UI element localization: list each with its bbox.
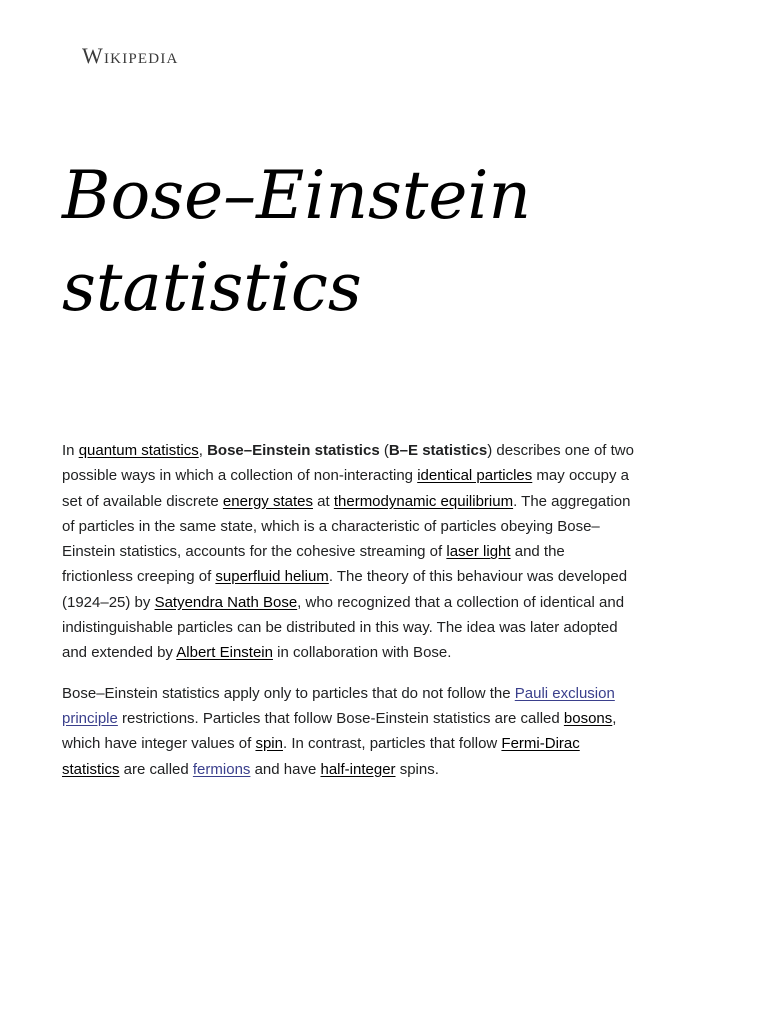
title-line-2: statistics — [62, 249, 362, 326]
intro-paragraph — [62, 438, 634, 666]
link-identical-particles[interactable]: identical particles — [417, 467, 533, 485]
text-run: , — [198, 442, 208, 459]
link-fermi-dirac-statistics[interactable]: Fermi-Dirac statistics — [62, 735, 580, 778]
link-superfluid-helium[interactable]: superfluid helium — [215, 568, 329, 586]
text-run: restrictions. Particles that follow Bose-Einstein statistics are called — [117, 709, 564, 727]
text-run: . The theory of this behaviour was developed (1924–25) by — [62, 568, 628, 611]
page-title — [62, 150, 702, 334]
text-run: , which have integer values of — [62, 709, 617, 753]
text-run: in collaboration with Bose. — [272, 644, 452, 662]
link-bosons[interactable]: bosons — [563, 709, 613, 727]
link-pauli-exclusion-principle[interactable]: Pauli exclusion principle — [62, 684, 615, 727]
text-run: ( — [379, 442, 389, 459]
link-thermodynamic-equilibrium[interactable]: thermodynamic equilibrium — [333, 492, 514, 510]
text-run: at — [312, 492, 334, 510]
text-run: and the frictionless creeping of — [62, 543, 565, 586]
link-half-integer[interactable]: half-integer — [320, 760, 396, 778]
link-albert-einstein[interactable]: Albert Einstein — [176, 644, 273, 662]
text-run: are called — [119, 760, 193, 778]
title-line-1: Bose–Einstein — [62, 157, 532, 234]
text-run: Bose–Einstein statistics apply only to particles that do not follow the — [62, 684, 515, 702]
link-energy-states[interactable]: energy states — [222, 492, 313, 510]
link-spin[interactable]: spin — [255, 735, 283, 753]
link-quantum-statistics[interactable]: quantum statistics — [78, 442, 199, 459]
text-run: and have — [250, 760, 321, 778]
text-run: may occupy a set of available discrete — [62, 467, 629, 510]
link-laser-light[interactable]: laser light — [446, 543, 511, 561]
text-run: In — [62, 442, 79, 459]
link-satyendra-nath-bose[interactable]: Satyendra Nath Bose — [154, 593, 298, 611]
link-fermions[interactable]: fermions — [192, 760, 251, 778]
bold-term: Bose–Einstein statistics — [207, 442, 380, 459]
text-run: . In contrast, particles that follow — [282, 735, 502, 753]
text-run: , who recognized that a collection of identical and indistinguishable particles can be distributed in this way. The idea was later adopted and extended by — [62, 593, 625, 662]
wikipedia-wordmark[interactable]: Wikipedia — [82, 43, 179, 68]
text-run: . The aggregation of particles in the same state, which is a characteristic of particles obeying Bose–Einstein statistics, accounts for the cohesive streaming of — [62, 492, 631, 561]
text-run: ) describes one of two possible ways in which a collection of non-interacting — [62, 442, 634, 485]
bold-abbrev: B–E statistics — [388, 442, 488, 459]
article-body — [62, 438, 634, 797]
text-run: spins. — [395, 760, 439, 778]
second-paragraph — [62, 681, 634, 782]
